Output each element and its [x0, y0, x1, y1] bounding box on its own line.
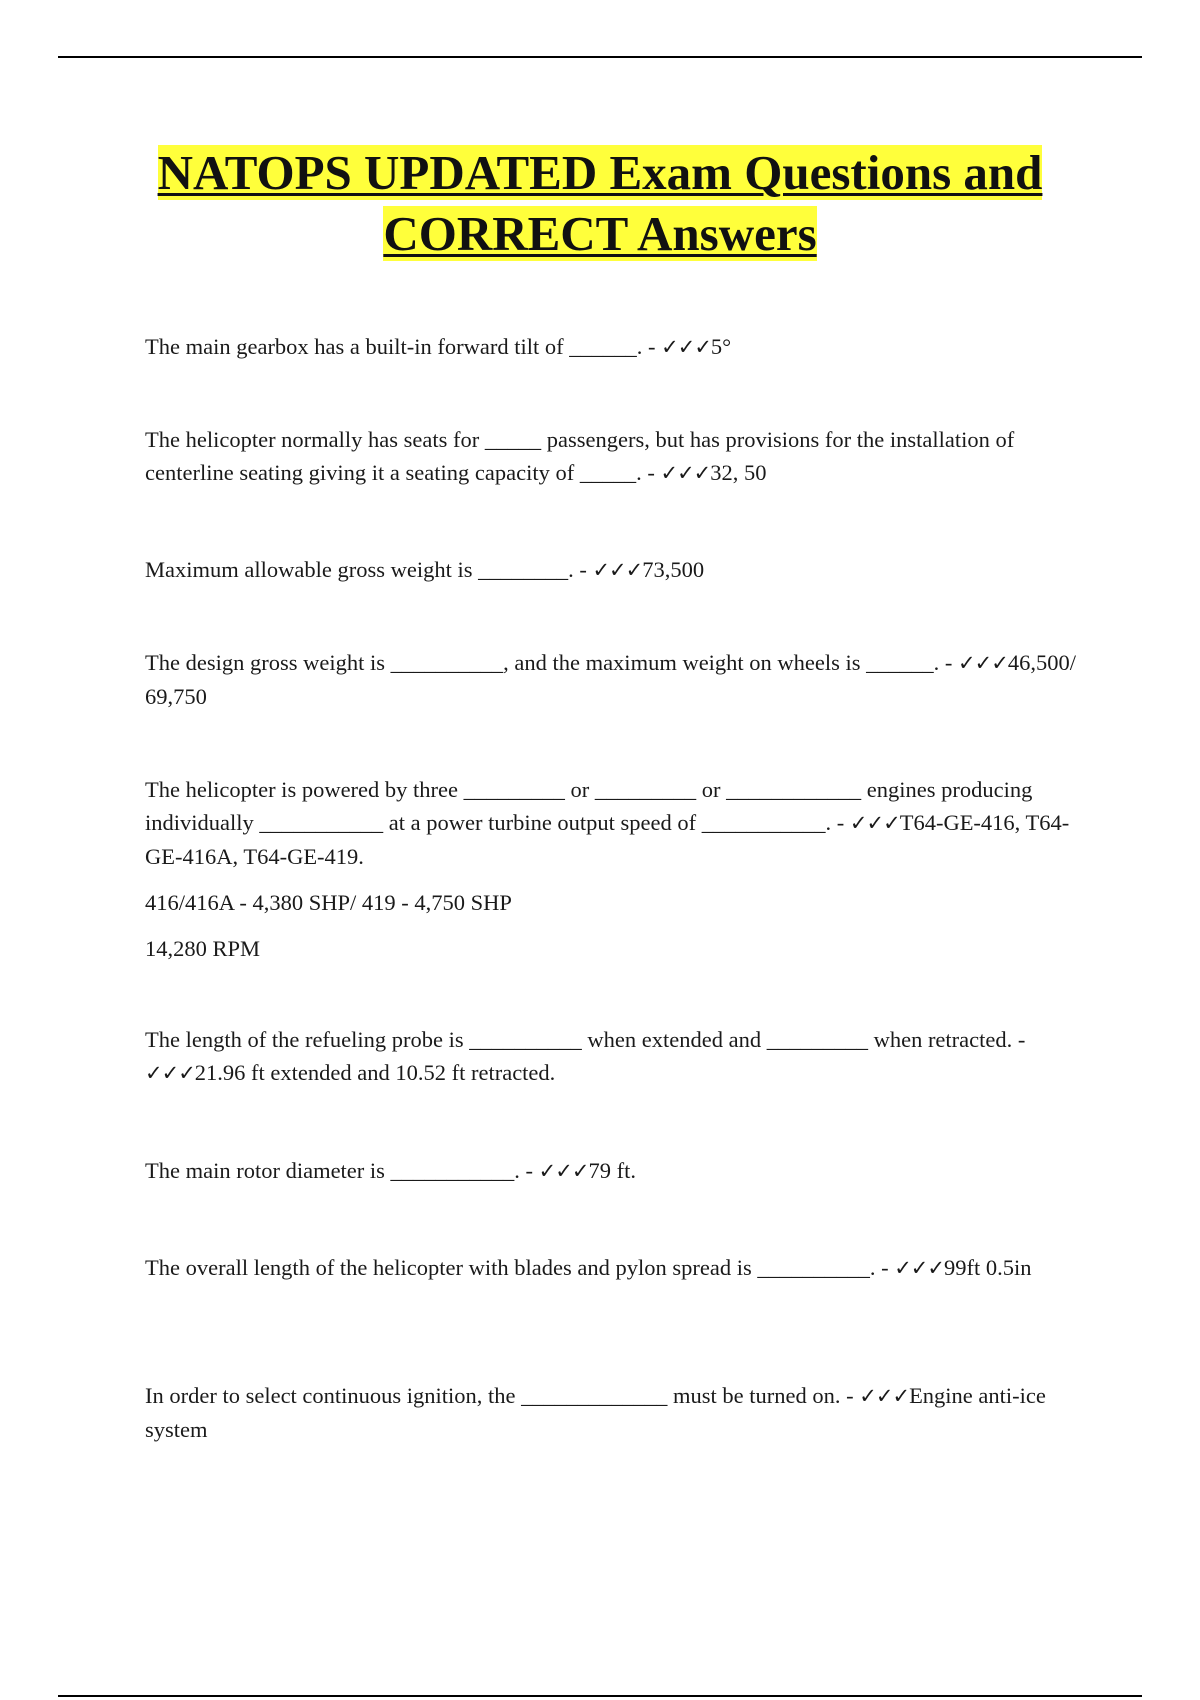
answer-text: 73,500	[642, 557, 705, 582]
answer-text: 46,500/ 69,750	[145, 650, 1076, 709]
bottom-rule	[58, 1695, 1142, 1697]
qa-text	[145, 646, 1080, 713]
qa-text	[145, 330, 1080, 364]
question-text: The length of the refueling probe is __________ when extended and _________ when retracted. -	[145, 1027, 1026, 1052]
checkmark-icon: ✓✓✓	[145, 1061, 195, 1085]
qa-item-2	[145, 423, 1080, 490]
answer-text: 99ft 0.5in	[944, 1255, 1032, 1280]
qa-item-1	[145, 330, 1080, 364]
answer-detail-power: 416/416A - 4,380 SHP/ 419 - 4,750 SHP	[145, 890, 512, 915]
checkmark-icon: ✓✓✓	[660, 461, 711, 485]
qa-item-8	[145, 1251, 1080, 1285]
answer-text: 32, 50	[710, 460, 767, 485]
checkmark-icon: ✓✓✓	[592, 558, 643, 582]
qa-text	[145, 1379, 1080, 1446]
checkmark-icon: ✓✓✓	[894, 1256, 944, 1280]
answer-text: Engine anti-ice system	[145, 1383, 1046, 1442]
answer-text: 5°	[710, 334, 732, 359]
question-text: The helicopter is powered by three _________ or _________ or ____________ engines producing individually ___________ at a power turbine output speed of ___________. -	[145, 777, 1033, 835]
answer-text: T64-GE-416, T64-GE-416A, T64-GE-419.	[145, 810, 1070, 869]
question-text: The helicopter normally has seats for _____ passengers, but has provisions for the installation of centerline seating giving it a seating capacity of _____. -	[145, 427, 1015, 485]
question-text: The main gearbox has a built-in forward tilt of ______. -	[145, 334, 656, 359]
answer-detail-rpm: 14,280 RPM	[145, 936, 261, 961]
qa-item-4	[145, 646, 1080, 713]
qa-text	[145, 1251, 1080, 1285]
qa-item-6	[145, 1023, 1080, 1090]
question-text: The design gross weight is __________, and the maximum weight on wheels is ______. -	[145, 650, 953, 675]
question-text: In order to select continuous ignition, the _____________ must be turned on. -	[145, 1383, 854, 1408]
checkmark-icon: ✓✓✓	[958, 651, 1008, 675]
checkmark-icon: ✓✓✓	[859, 1384, 910, 1408]
checkmark-icon: ✓✓✓	[538, 1159, 589, 1183]
qa-item-3	[145, 553, 1080, 587]
qa-text	[145, 1023, 1080, 1090]
qa-item-5	[145, 773, 1080, 965]
title-line-1: NATOPS UPDATED Exam Questions and	[157, 145, 1043, 200]
qa-text	[145, 773, 1080, 873]
checkmark-icon: ✓✓✓	[849, 811, 900, 835]
question-text: The overall length of the helicopter with blades and pylon spread is __________. -	[145, 1255, 889, 1280]
answer-text: 79 ft.	[588, 1158, 636, 1183]
document-title	[0, 142, 1200, 264]
top-rule	[58, 56, 1142, 58]
qa-text	[145, 1154, 1080, 1188]
qa-text	[145, 553, 1080, 587]
checkmark-icon: ✓✓✓	[661, 335, 711, 359]
qa-item-7	[145, 1154, 1080, 1188]
question-text: The main rotor diameter is ___________. -	[145, 1158, 534, 1183]
answer-text: 21.96 ft extended and 10.52 ft retracted.	[194, 1060, 556, 1085]
question-text: Maximum allowable gross weight is ________. -	[145, 557, 587, 582]
qa-text	[145, 423, 1080, 490]
title-line-2: CORRECT Answers	[383, 206, 817, 261]
qa-item-9	[145, 1379, 1080, 1446]
